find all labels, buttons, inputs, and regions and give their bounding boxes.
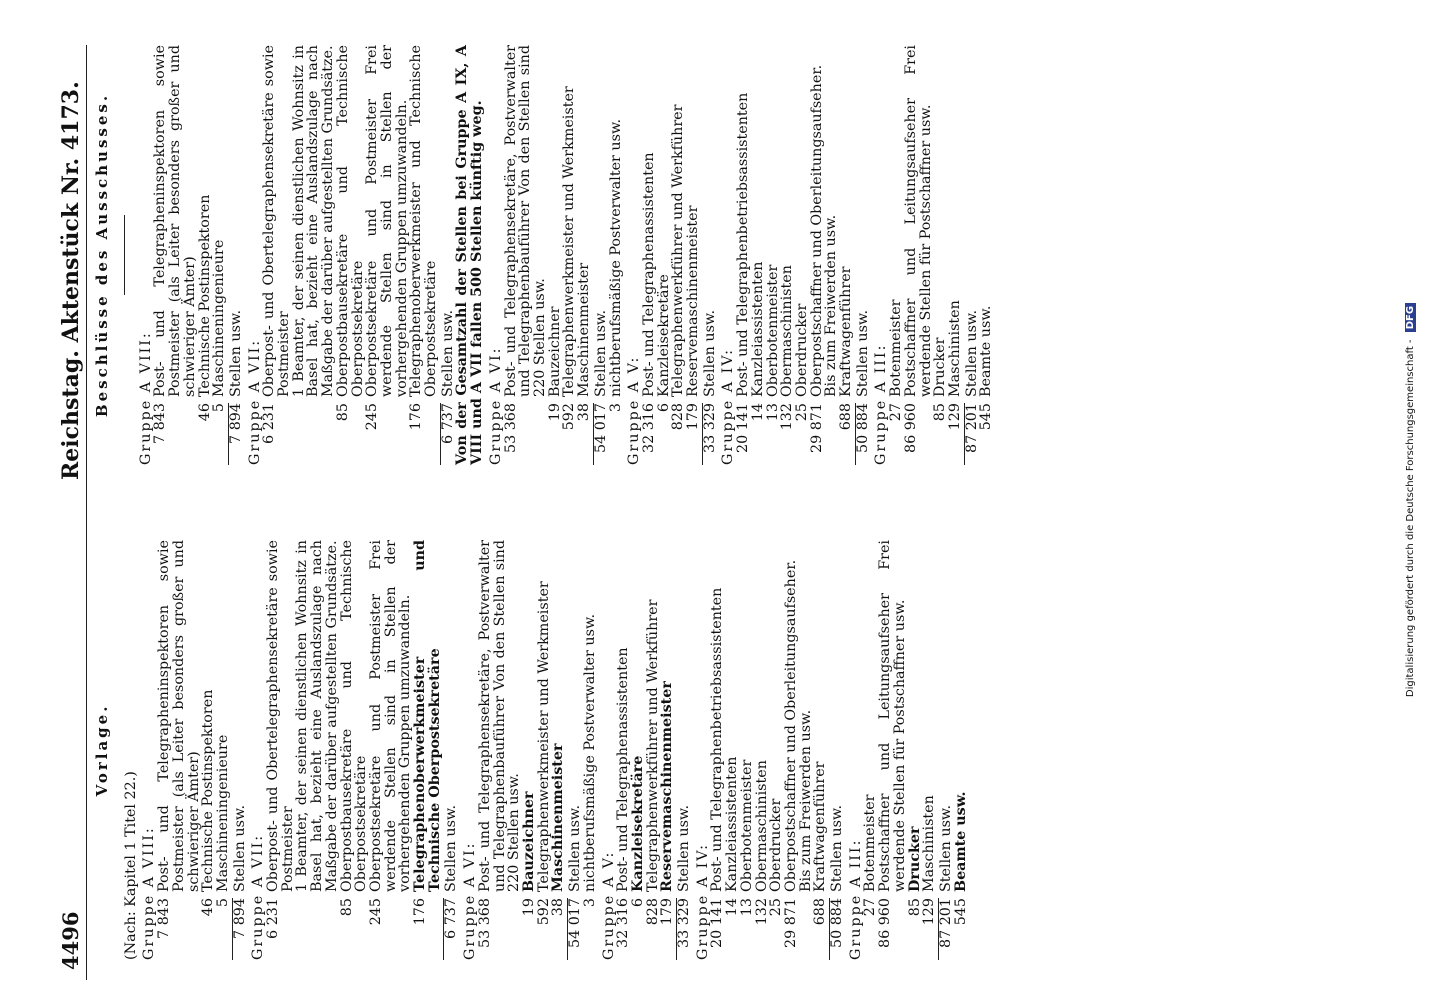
- entry-row: [369, 540, 413, 960]
- entry-row: [577, 45, 592, 465]
- dfg-logo: DFG: [1405, 303, 1416, 332]
- entry-label: nichtberufsmäßige Postverwalter usw.: [607, 118, 624, 397]
- entry-count: 25: [793, 403, 810, 422]
- entry-label: Technische Postinspektoren: [200, 689, 217, 892]
- entry-row: [740, 540, 755, 960]
- group-heading: Gruppe A III:: [847, 838, 864, 960]
- entry-label: Telegraphenoberwerkmeister und Technische Oberpostsekretäre: [412, 540, 443, 892]
- group-block: [721, 45, 870, 465]
- entry-row: [863, 540, 878, 960]
- group-total: [677, 540, 692, 960]
- entry-count: 85: [338, 898, 355, 917]
- entry-row: [766, 45, 781, 465]
- entry-count: 32 316: [640, 403, 657, 454]
- entry-label: Postschaffner und Leitungsaufseher Frei werdende Stellen für Postschaffner usw.: [877, 540, 908, 892]
- entry-row: [642, 45, 657, 465]
- entry-count: 828: [670, 403, 687, 431]
- entry-label: Oberpostschaffner und Oberleitungsaufseher. Bis zum Freiwerden usw.: [782, 559, 814, 892]
- entry-row: [631, 540, 646, 960]
- group-block: [874, 45, 994, 465]
- entry-count: 38: [550, 898, 567, 917]
- entry-count: 27: [862, 898, 879, 917]
- entry-row: [336, 45, 365, 465]
- entry-count: 176: [412, 898, 429, 926]
- entry-count: 27: [888, 403, 905, 422]
- total-label: Stellen usw.: [854, 310, 871, 397]
- group-heading: Gruppe A VII:: [246, 338, 263, 465]
- entry-label: Kanzleisekretäre: [655, 274, 672, 397]
- entry-label: Oberbotenmeister: [764, 264, 781, 397]
- group-block: [463, 540, 597, 960]
- group-block: [251, 540, 459, 960]
- entry-row: [413, 540, 442, 960]
- entry-label: Post- und Telegrapheninspektoren sowie Postmeister (als Leiter besonders großer und schwieriger Ämter): [152, 45, 198, 397]
- entry-count: 53 368: [502, 403, 519, 454]
- entry-label: Technische Postinspektoren: [196, 194, 213, 397]
- entry-label: Botenmeister: [888, 299, 905, 397]
- group-heading: Gruppe A III:: [873, 343, 890, 465]
- entry-count: 3: [581, 898, 598, 908]
- group-heading: Gruppe A VIII:: [141, 826, 158, 960]
- entry-label: Post- und Telegraphensekretäre, Postverwalter und Telegraphenbauführer Von den Stellen sind 220 Stellen usw.: [502, 45, 548, 397]
- entry-label: Oberdrucker: [768, 798, 785, 892]
- entry-label: Oberpostsekretäre und Postmeister Frei werdende Stellen sind in Stellen der vorhergehenden Gruppen umzuwandeln.: [367, 540, 414, 892]
- group-total: [830, 540, 845, 960]
- entry-label: Telegraphenwerkmeister und Werkmeister: [535, 581, 552, 892]
- entry-label: Oberpost- und Obertelegraphensekretäre sowie Postmeister: [261, 45, 293, 397]
- entry-row: [755, 540, 770, 960]
- entry-row: [266, 540, 295, 960]
- entry-label: Post- und Telegraphenbetriebsassistenten: [735, 92, 752, 397]
- entry-count: 3: [607, 403, 624, 413]
- entry-label: Kanzleiassistenten: [749, 261, 766, 397]
- left-column-title: Vorlage.: [93, 703, 111, 797]
- entry-row: [904, 45, 933, 465]
- entry-count: 5: [214, 898, 231, 908]
- entry-count: 129: [946, 403, 963, 431]
- entry-label: Maschineningenieure: [211, 239, 228, 397]
- entry-count: 6 231: [261, 403, 278, 444]
- entry-label: Postschaffner und Leitungsaufseher Frei werdende Stellen für Postschaffner usw.: [902, 45, 934, 397]
- entry-count: 29 871: [808, 403, 825, 454]
- entry-label: nichtberufsmäßige Postverwalter usw.: [581, 613, 598, 892]
- digitization-text: Digitalisierung gefördert durch die Deutsche Forschungsgemeinschaft -: [1405, 339, 1416, 698]
- entry-row: [839, 45, 854, 465]
- total-count: 7 894: [227, 403, 244, 444]
- entry-label: Obermaschinisten: [779, 265, 796, 397]
- entry-row: [954, 540, 969, 960]
- entry-count: 20 141: [709, 898, 726, 949]
- entry-count: 545: [952, 898, 969, 926]
- entry-count: 545: [978, 403, 995, 431]
- total-label: Stellen usw.: [443, 805, 460, 892]
- entry-label: Kraftwagenführer: [838, 266, 855, 397]
- group-block: [602, 540, 692, 960]
- entry-label: Maschinenmeister: [576, 262, 593, 397]
- entry-label: Maschineningenieure: [214, 734, 231, 892]
- group-total: [703, 45, 718, 465]
- entry-row: [212, 45, 227, 465]
- heading-rule: [124, 215, 125, 295]
- entry-label: Post- und Telegraphenbetriebsassistenten: [709, 587, 726, 892]
- entry-count: 6: [655, 403, 672, 413]
- entry-count: 688: [838, 403, 855, 431]
- entry-label: Oberpostbausekretäre und Technische Oberpostsekretäre: [338, 540, 370, 892]
- group-total: [441, 45, 456, 465]
- total-label: Stellen usw.: [227, 310, 244, 397]
- entry-row: [157, 540, 201, 960]
- total-count: 6 737: [443, 898, 460, 939]
- entry-row: [813, 540, 828, 960]
- entry-row: [657, 45, 672, 465]
- entry-row: [522, 540, 537, 960]
- entry-label: Telegraphenwerkführer und Werkführer: [670, 104, 687, 397]
- entry-row: [409, 45, 438, 465]
- entry-row: [478, 540, 522, 960]
- right-column-title: Beschlüsse des Ausschusses.: [93, 92, 111, 418]
- entry-row: [889, 45, 904, 465]
- group-heading: Gruppe A VI:: [487, 346, 504, 465]
- chapter-reference: (Nach: Kapitel 1 Titel 22.): [122, 771, 139, 960]
- entry-label: Kraftwagenführer: [812, 761, 829, 892]
- entry-label: Botenmeister: [862, 794, 879, 892]
- total-label: Stellen usw.: [676, 805, 693, 892]
- total-count: 50 884: [854, 403, 871, 454]
- entry-count: 86 960: [877, 898, 894, 949]
- entry-count: 85: [932, 403, 949, 422]
- total-label: Stellen usw.: [231, 805, 248, 892]
- total-count: 6 737: [439, 403, 456, 444]
- entry-row: [504, 45, 548, 465]
- total-count: 54 017: [567, 898, 584, 949]
- entry-row: [365, 45, 409, 465]
- entry-count: 245: [364, 403, 381, 431]
- entry-label: Drucker: [932, 337, 949, 397]
- total-label: Stellen usw.: [963, 310, 980, 397]
- group-total: [568, 540, 583, 960]
- total-count: 7 894: [231, 898, 248, 939]
- group-note: Von der Gesamtzahl der Stellen bei Gruppe A IX, A VIII und A VII fallen 500 Stellen künftig weg.: [454, 45, 486, 465]
- entry-count: 828: [644, 898, 661, 926]
- total-count: 87 201: [937, 898, 954, 949]
- entry-label: Maschinisten: [946, 300, 963, 397]
- entry-count: 85: [906, 898, 923, 917]
- entry-row: [616, 540, 631, 960]
- entry-count: 7 843: [152, 403, 169, 444]
- entry-row: [908, 540, 923, 960]
- entry-count: 20 141: [735, 403, 752, 454]
- entry-label: Oberpostsekretäre und Postmeister Frei werdende Stellen sind in Stellen der vorhergehenden Gruppen umzuwandeln.: [364, 45, 410, 397]
- entry-count: 38: [576, 403, 593, 422]
- entry-count: 14: [749, 403, 766, 422]
- entry-label: Beamte usw.: [952, 791, 969, 892]
- entry-row: [295, 540, 339, 960]
- entry-count: 32 316: [615, 898, 632, 949]
- entry-label: Drucker: [906, 826, 923, 892]
- entry-count: 5: [211, 403, 228, 413]
- left-column-vorlage: [95, 540, 968, 960]
- entry-count: 7 843: [156, 898, 173, 939]
- entry-count: 13: [738, 898, 755, 917]
- entry-label: Post- und Telegraphenassistenten: [615, 647, 632, 892]
- entry-row: [780, 45, 795, 465]
- entry-row: [292, 45, 336, 465]
- entry-label: Maschinisten: [921, 795, 938, 892]
- group-heading: Gruppe A IV:: [720, 348, 737, 465]
- entry-row: [922, 540, 937, 960]
- entry-row: [609, 45, 624, 465]
- entry-count: [292, 397, 336, 465]
- group-total: [965, 45, 980, 465]
- group-total: [233, 540, 248, 960]
- entry-row: [751, 45, 766, 465]
- entry-label: 1 Beamter, der seinen dienstlichen Wohnsitz in Basel hat, bezieht eine Auslandszulage nach Maßgabe der darüber aufgestellten Grundsätze.: [290, 45, 337, 397]
- group-total: [229, 45, 244, 465]
- entry-count: 592: [561, 403, 578, 431]
- left-groups: [142, 540, 968, 960]
- entry-row: [686, 45, 701, 465]
- entry-row: [810, 45, 839, 465]
- entry-count: 46: [196, 403, 213, 422]
- entry-count: 129: [921, 898, 938, 926]
- entry-count: 19: [546, 403, 563, 422]
- entry-row: [646, 540, 661, 960]
- total-label: Stellen usw.: [701, 310, 718, 397]
- digitization-note: [1405, 0, 1416, 1000]
- entry-count: 29 871: [782, 898, 799, 949]
- entry-row: [948, 45, 963, 465]
- entry-row: [736, 45, 751, 465]
- entry-row: [795, 45, 810, 465]
- entry-row: [710, 540, 725, 960]
- total-count: 50 884: [829, 898, 846, 949]
- group-total: [939, 540, 954, 960]
- entry-row: [548, 45, 563, 465]
- page-title: Reichstag. Aktenstück Nr. 4173.: [58, 81, 84, 480]
- header-rule: [86, 45, 87, 980]
- group-heading: Gruppe A IV:: [694, 843, 711, 960]
- right-groups: [139, 45, 994, 465]
- entry-label: Bauzeichner: [546, 306, 563, 397]
- entry-row: [216, 540, 231, 960]
- entry-count: 25: [768, 898, 785, 917]
- entry-label: 1 Beamter, der seinen dienstlichen Wohnsitz in Basel hat, bezieht eine Auslandszulage nach Maßgabe der darüber aufgestellten Grundsätze.: [294, 540, 340, 892]
- entry-label: Oberpostbausekretäre und Technische Oberpostsekretäre: [334, 45, 366, 397]
- entry-label: Post- und Telegraphensekretäre, Postverwalter und Telegraphenbauführer Von den Stellen sind 220 Stellen usw.: [476, 540, 523, 892]
- entry-count: 53 368: [476, 898, 493, 949]
- entry-row: [769, 540, 784, 960]
- entry-count: 6 231: [265, 898, 282, 939]
- entry-label: Post- und Telegrapheninspektoren sowie Postmeister (als Leiter besonders großer und schwieriger Ämter): [156, 540, 202, 892]
- entry-row: [201, 540, 216, 960]
- entry-count: 179: [659, 898, 676, 926]
- group-total: [856, 45, 871, 465]
- entry-label: Oberdrucker: [793, 303, 810, 397]
- total-count: 87 201: [963, 403, 980, 454]
- entry-count: [295, 892, 339, 960]
- entry-count: 46: [200, 898, 217, 917]
- group-block: [489, 45, 623, 465]
- entry-label: Reservemaschinenmeister: [659, 681, 676, 892]
- entry-row: [340, 540, 369, 960]
- entry-row: [725, 540, 740, 960]
- total-label: Stellen usw.: [937, 805, 954, 892]
- entry-label: Bauzeichner: [520, 791, 537, 892]
- group-heading: Gruppe A VII:: [250, 833, 267, 960]
- entry-count: 132: [753, 898, 770, 926]
- group-block: [849, 540, 969, 960]
- entry-count: 6: [629, 898, 646, 908]
- entry-row: [153, 45, 197, 465]
- entry-label: Obermaschinisten: [753, 760, 770, 892]
- group-block: [142, 540, 247, 960]
- entry-row: [671, 45, 686, 465]
- entry-count: 19: [520, 898, 537, 917]
- entry-count: 13: [764, 403, 781, 422]
- entry-row: [198, 45, 213, 465]
- entry-row: [979, 45, 994, 465]
- entry-row: [551, 540, 566, 960]
- entry-row: [933, 45, 948, 465]
- group-total: [594, 45, 609, 465]
- total-label: Stellen usw.: [592, 310, 609, 397]
- group-heading: Gruppe A VI:: [462, 841, 479, 960]
- entry-count: 85: [334, 403, 351, 422]
- total-count: 54 017: [592, 403, 609, 454]
- page-number: 4496: [58, 911, 83, 970]
- entry-label: Telegraphenwerkführer und Werkführer: [644, 599, 661, 892]
- entry-label: Kanzleiassistenten: [724, 756, 741, 892]
- group-block: [139, 45, 244, 465]
- entry-row: [784, 540, 813, 960]
- entry-row: [660, 540, 675, 960]
- entry-row: [878, 540, 907, 960]
- group-heading: Gruppe A V:: [626, 355, 643, 465]
- group-total: [444, 540, 459, 960]
- total-label: Stellen usw.: [439, 310, 456, 397]
- entry-count: 132: [779, 403, 796, 431]
- entry-label: Kanzleisekretäre: [629, 755, 646, 892]
- entry-label: Post- und Telegraphenassistenten: [640, 152, 657, 397]
- entry-label: Beamte usw.: [978, 305, 995, 397]
- entry-row: [583, 540, 598, 960]
- total-count: 33 329: [701, 403, 718, 454]
- group-block: [627, 45, 717, 465]
- total-count: 33 329: [676, 898, 693, 949]
- total-label: Stellen usw.: [829, 805, 846, 892]
- group-block: [248, 45, 485, 465]
- total-label: Stellen usw.: [567, 805, 584, 892]
- entry-count: 86 960: [902, 403, 919, 454]
- group-heading: Gruppe A V:: [600, 850, 617, 960]
- group-block: [696, 540, 845, 960]
- entry-label: Oberpost- und Obertelegraphensekretäre sowie Postmeister: [265, 540, 296, 892]
- right-column-beschluesse: [95, 45, 994, 465]
- entry-label: Telegraphenwerkmeister und Werkmeister: [561, 86, 578, 397]
- entry-label: Reservemaschinenmeister: [685, 205, 702, 397]
- entry-count: 14: [724, 898, 741, 917]
- entry-label: Telegraphenoberwerkmeister und Technische Oberpostsekretäre: [408, 45, 440, 397]
- entry-label: Oberpostschaffner und Oberleitungsaufseher. Bis zum Freiwerden usw.: [808, 64, 840, 397]
- entry-count: 592: [535, 898, 552, 926]
- entry-count: 688: [812, 898, 829, 926]
- entry-count: 179: [685, 403, 702, 431]
- entry-label: Maschinenmeister: [550, 743, 567, 892]
- entry-label: Oberbotenmeister: [738, 759, 755, 892]
- group-heading: Gruppe A VIII:: [137, 331, 154, 465]
- entry-row: [537, 540, 552, 960]
- entry-count: 245: [367, 898, 384, 926]
- entry-row: [562, 45, 577, 465]
- entry-count: 176: [408, 403, 425, 431]
- entry-row: [262, 45, 291, 465]
